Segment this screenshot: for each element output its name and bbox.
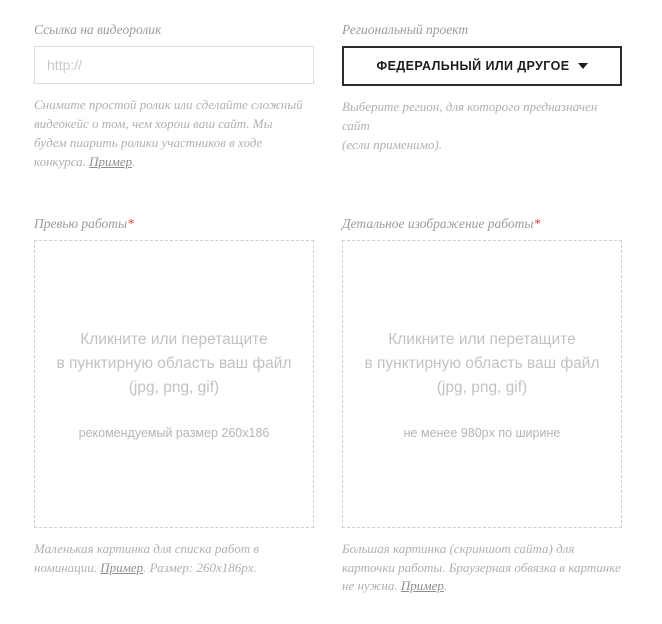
region-select[interactable]: [342, 46, 622, 86]
video-hint-line-1: Снимите простой ролик или сделайте сложный: [34, 97, 303, 113]
preview-drop-line-3: (jpg, png, gif): [128, 378, 220, 396]
preview-example-link[interactable]: Пример: [100, 559, 144, 575]
preview-required-mark: *: [127, 215, 134, 231]
preview-hint-line-2-pre: номинации.: [34, 559, 97, 575]
detail-label-text: Детальное изображение работы: [342, 215, 534, 231]
region-field-group: [342, 22, 622, 172]
detail-dropzone[interactable]: [342, 240, 622, 528]
video-hint-line-4: конкурса.: [34, 153, 86, 169]
detail-hint-line-2: карточки работы. Браузерная обвязка в картинке: [342, 559, 621, 575]
region-select-value: ФЕДЕРАЛЬНЫЙ ИЛИ ДРУГОЕ: [376, 59, 570, 74]
detail-drop-line-1: Кликните или перетащите: [388, 330, 576, 348]
detail-required-mark: *: [533, 215, 541, 231]
region-hint: [342, 98, 622, 155]
detail-hint: [342, 540, 622, 597]
video-link-field-group: [34, 22, 314, 172]
preview-label: [34, 216, 314, 232]
preview-hint-line-2-post: . Размер: 260x186px.: [143, 559, 257, 575]
detail-label: [342, 216, 622, 232]
video-hint-line-3: будем пиарить ролики участников в ходе: [34, 134, 263, 150]
preview-dropzone-note: рекомендуемый размер 260x186: [78, 425, 270, 440]
chevron-down-icon: [578, 63, 588, 69]
detail-drop-line-3: (jpg, png, gif): [436, 378, 528, 396]
upload-fields-row: [34, 216, 628, 597]
preview-hint: [34, 540, 314, 578]
video-link-hint: [34, 96, 314, 171]
region-hint-line-1: Выберите регион, для которого предназначен сайт: [342, 99, 598, 134]
detail-example-link[interactable]: Пример: [400, 578, 444, 594]
detail-dropzone-text: [364, 328, 599, 400]
region-hint-line-2: (если применимо).: [342, 136, 443, 152]
preview-drop-line-2: в пунктирную область ваш файл: [56, 354, 292, 372]
preview-dropzone[interactable]: [34, 240, 314, 528]
video-hint-line-2: видеокейс о том, чем хорош ваш сайт. Мы: [34, 116, 273, 132]
detail-drop-line-2: в пунктирную область ваш файл: [364, 354, 600, 372]
preview-hint-line-1: Маленькая картинка для списка работ в: [34, 540, 259, 556]
video-example-link[interactable]: Пример: [89, 153, 133, 169]
preview-field-group: [34, 216, 314, 597]
preview-drop-line-1: Кликните или перетащите: [80, 330, 268, 348]
region-label: Региональный проект: [342, 22, 469, 37]
top-fields-row: [34, 22, 628, 172]
video-link-label: Ссылка на видеоролик: [34, 22, 162, 37]
detail-hint-line-1: Большая картинка (скриншот сайта) для: [342, 540, 575, 556]
detail-hint-line-3-pre: не нужна.: [342, 578, 398, 594]
video-link-input[interactable]: [34, 46, 314, 84]
video-hint-tail: .: [132, 153, 136, 169]
detail-field-group: [342, 216, 622, 597]
section-spacer: [34, 172, 628, 216]
preview-label-text: Превью работы: [34, 215, 128, 231]
preview-dropzone-text: [56, 328, 291, 400]
detail-hint-line-3-post: .: [443, 578, 448, 594]
detail-dropzone-note: не менее 980px по ширине: [403, 425, 561, 440]
